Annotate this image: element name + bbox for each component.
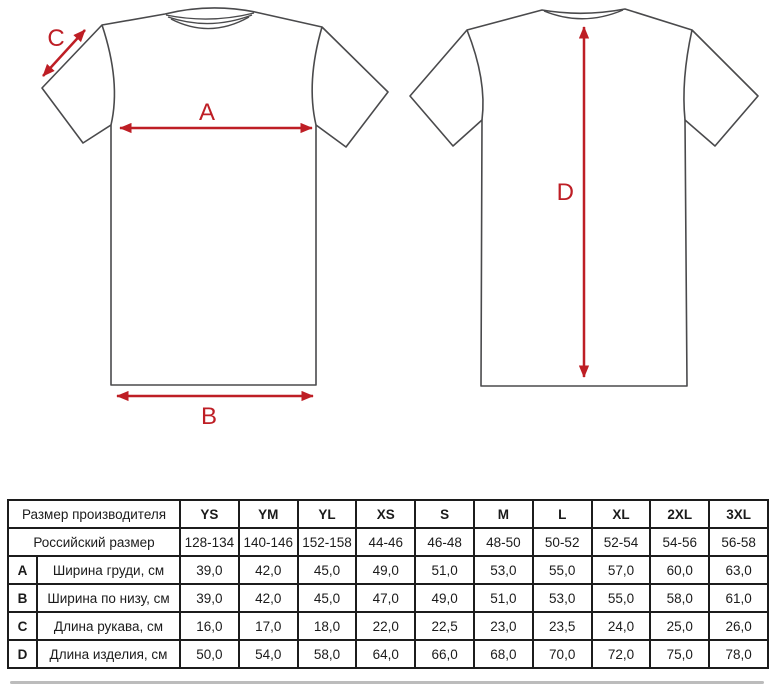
- measurement-label: Длина рукава, см: [37, 612, 180, 640]
- measurement-value: 39,0: [180, 584, 239, 612]
- size-column-header: M: [474, 500, 533, 528]
- measurement-value: 70,0: [533, 640, 592, 668]
- size-column-header: 2XL: [650, 500, 709, 528]
- label-a: A: [198, 99, 216, 126]
- measurement-value: 49,0: [415, 584, 474, 612]
- bottom-divider: [10, 681, 764, 684]
- label-d: D: [556, 179, 574, 206]
- measurement-value: 39,0: [180, 556, 239, 584]
- measurement-label: Длина изделия, см: [37, 640, 180, 668]
- measurement-label: Ширина груди, см: [37, 556, 180, 584]
- measurement-value: 22,5: [415, 612, 474, 640]
- russian-size-value: 128-134: [180, 528, 239, 556]
- size-column-header: XS: [356, 500, 415, 528]
- label-b: B: [200, 403, 218, 430]
- size-column-header: YM: [239, 500, 298, 528]
- measurement-value: 58,0: [298, 640, 357, 668]
- measurement-value: 78,0: [709, 640, 768, 668]
- measurement-value: 51,0: [474, 584, 533, 612]
- measurement-value: 61,0: [709, 584, 768, 612]
- measurement-value: 42,0: [239, 556, 298, 584]
- russian-size-value: 56-58: [709, 528, 768, 556]
- size-column-header: 3XL: [709, 500, 768, 528]
- size-table-container: [7, 499, 769, 669]
- measurement-value: 68,0: [474, 640, 533, 668]
- measurement-value: 51,0: [415, 556, 474, 584]
- measurement-value: 26,0: [709, 612, 768, 640]
- measurement-value: 42,0: [239, 584, 298, 612]
- measurement-value: 72,0: [592, 640, 651, 668]
- russian-size-value: 44-46: [356, 528, 415, 556]
- measurement-value: 49,0: [356, 556, 415, 584]
- measurement-row-a: [8, 556, 768, 584]
- label-c: C: [47, 25, 65, 52]
- measurement-row-c: [8, 612, 768, 640]
- size-column-header: YS: [180, 500, 239, 528]
- measurement-row-b: [8, 584, 768, 612]
- russian-size-value: 52-54: [592, 528, 651, 556]
- measurement-value: 23,5: [533, 612, 592, 640]
- measurement-value: 57,0: [592, 556, 651, 584]
- measurement-value: 17,0: [239, 612, 298, 640]
- measurement-letter: D: [8, 640, 37, 668]
- russian-size-value: 140-146: [239, 528, 298, 556]
- measurement-value: 58,0: [650, 584, 709, 612]
- russian-size-value: 48-50: [474, 528, 533, 556]
- measurement-value: 23,0: [474, 612, 533, 640]
- measurement-value: 24,0: [592, 612, 651, 640]
- measurement-value: 45,0: [298, 556, 357, 584]
- measurement-value: 25,0: [650, 612, 709, 640]
- measurement-value: 66,0: [415, 640, 474, 668]
- measurement-letter: A: [8, 556, 37, 584]
- russian-size-value: 152-158: [298, 528, 357, 556]
- size-column-header: YL: [298, 500, 357, 528]
- measurement-value: 18,0: [298, 612, 357, 640]
- size-column-header: XL: [592, 500, 651, 528]
- russian-size-value: 54-56: [650, 528, 709, 556]
- measurement-value: 55,0: [533, 556, 592, 584]
- measurement-value: 47,0: [356, 584, 415, 612]
- russian-size-value: 50-52: [533, 528, 592, 556]
- tshirt-front-outline: [42, 8, 388, 385]
- measurement-letter: B: [8, 584, 37, 612]
- measurement-value: 63,0: [709, 556, 768, 584]
- measurement-value: 53,0: [474, 556, 533, 584]
- measurement-value: 16,0: [180, 612, 239, 640]
- size-table: [7, 499, 769, 669]
- measurement-value: 54,0: [239, 640, 298, 668]
- measurement-value: 22,0: [356, 612, 415, 640]
- measurement-value: 45,0: [298, 584, 357, 612]
- russian-size-value: 46-48: [415, 528, 474, 556]
- manufacturer-size-label: Размер производителя: [8, 500, 180, 528]
- size-column-header: L: [533, 500, 592, 528]
- measurement-value: 50,0: [180, 640, 239, 668]
- manufacturer-size-row: [8, 500, 768, 528]
- size-column-header: S: [415, 500, 474, 528]
- measurement-value: 55,0: [592, 584, 651, 612]
- measurement-row-d: [8, 640, 768, 668]
- russian-size-row: [8, 528, 768, 556]
- measurement-value: 75,0: [650, 640, 709, 668]
- size-table-body: [8, 500, 768, 668]
- measurement-value: 53,0: [533, 584, 592, 612]
- measurement-value: 64,0: [356, 640, 415, 668]
- measurement-value: 60,0: [650, 556, 709, 584]
- russian-size-label: Российский размер: [8, 528, 180, 556]
- measurement-letter: C: [8, 612, 37, 640]
- measurement-label: Ширина по низу, см: [37, 584, 180, 612]
